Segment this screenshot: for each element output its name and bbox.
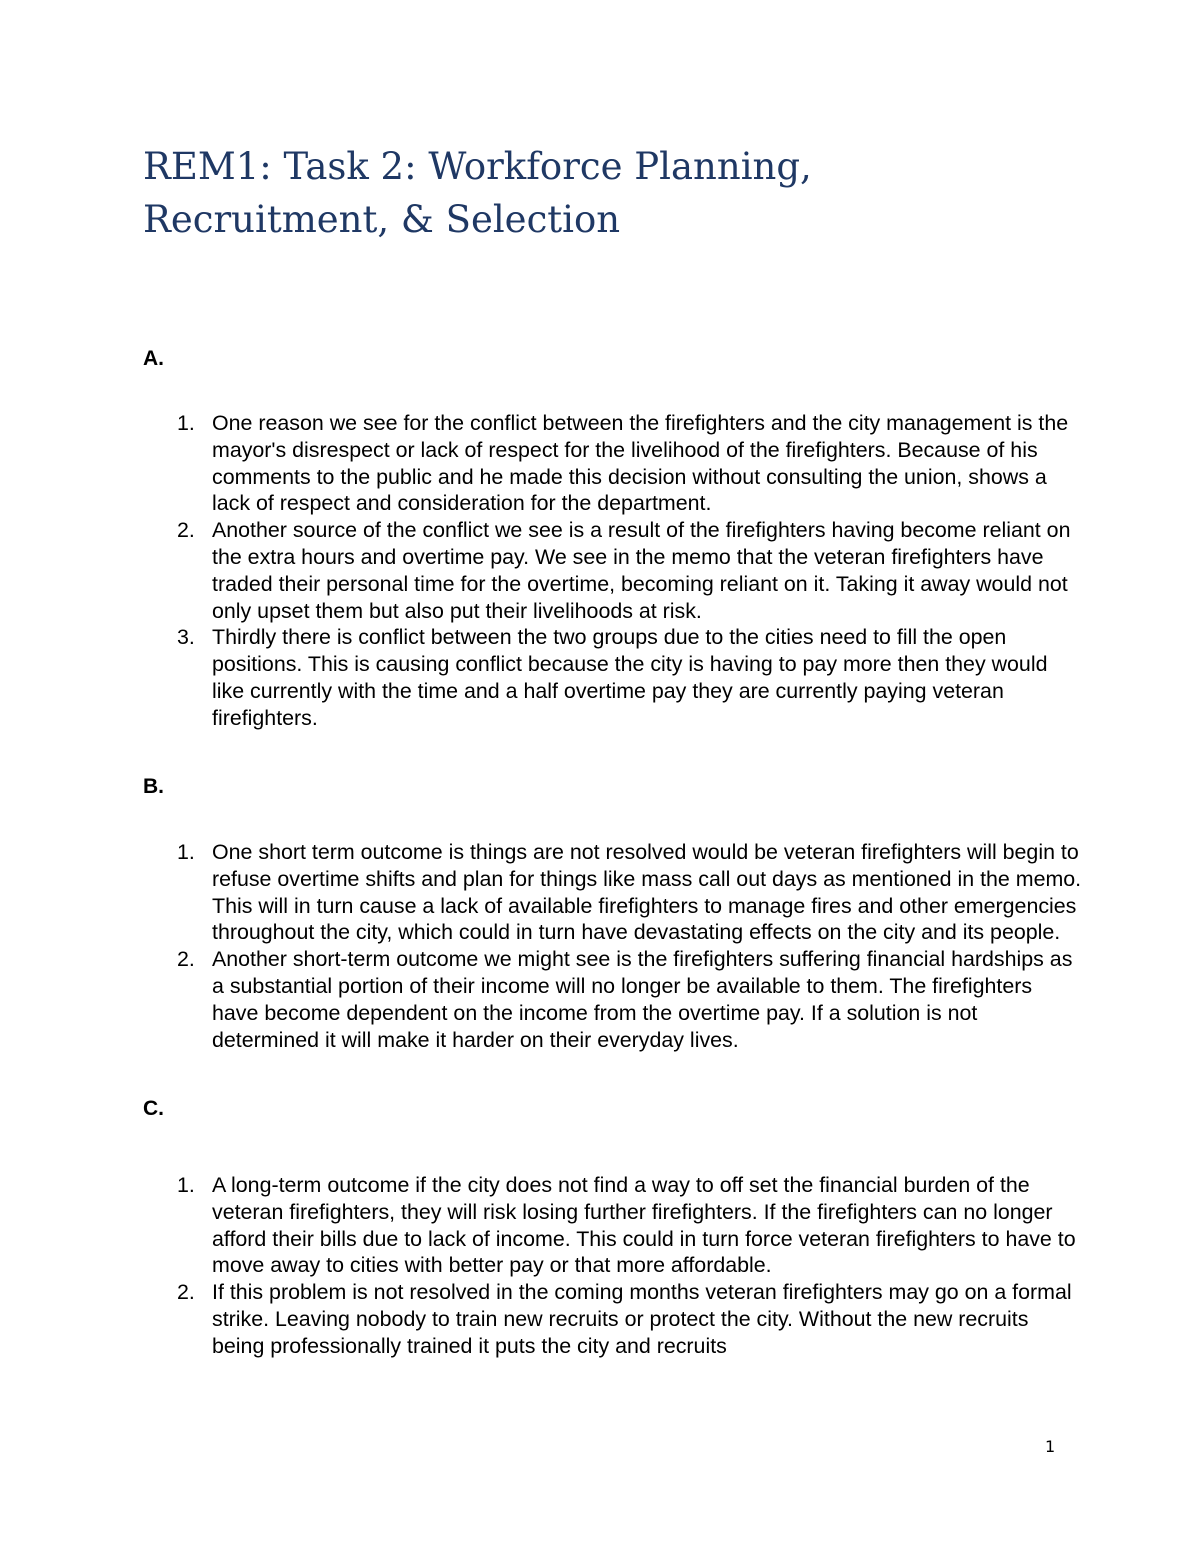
list-item-text: One short term outcome is things are not resolved would be veteran firefighters will begin to refuse overtime shifts and plan for things like mass call out days as mentioned in the memo. This will in turn cause a lack of available firefighters to manage fires and other emergencies throughout the city, which could in turn have devastating effects on the city and its people.: [212, 840, 1082, 945]
list-item: [143, 1279, 1083, 1359]
section-c-list: [143, 1172, 1083, 1360]
document-title: REM1: Task 2: Workforce Planning, Recruitment, & Selection: [143, 145, 812, 241]
section-b-label: B.: [143, 775, 164, 798]
list-item-number: 1.: [177, 840, 195, 864]
list-item-text: A long-term outcome if the city does not find a way to off set the financial burden of the veteran firefighters, they will risk losing further firefighters. If the firefighters can no longer afford their bills due to lack of income. This could in turn force veteran firefighters to have to move away to cities with better pay or that more affordable.: [212, 1173, 1076, 1278]
list-item: [143, 517, 1083, 624]
list-item-text: One reason we see for the conflict between the firefighters and the city management is the mayor's disrespect or lack of respect for the livelihood of the firefighters. Because of his comments to the public and he made this decision without consulting the union, shows a lack of respect and consideration for the department.: [212, 411, 1069, 516]
list-item-text: Another short-term outcome we might see is the firefighters suffering financial hardships as a substantial portion of their income will no longer be available to them. The firefighters have become dependent on the income from the overtime pay. If a solution is not determined it will make it harder on their everyday lives.: [212, 947, 1073, 1052]
list-item: [143, 1172, 1083, 1279]
list-item-text: Thirdly there is conflict between the two groups due to the cities need to fill the open positions. This is causing conflict because the city is having to pay more then they would like currently with the time and a half overtime pay they are currently paying veteran firefighters.: [212, 625, 1048, 730]
list-item: [143, 839, 1083, 946]
list-item-number: 1.: [177, 1173, 195, 1197]
list-item-number: 2.: [177, 518, 195, 543]
list-item-number: 2.: [177, 1280, 195, 1305]
list-item: [143, 410, 1083, 517]
section-a-list: [143, 410, 1083, 732]
list-item-text: If this problem is not resolved in the coming months veteran firefighters may go on a formal strike. Leaving nobody to train new recruits or protect the city. Without the new recruits being professionally trained it puts the city and recruits: [212, 1280, 1072, 1358]
page-number: 1: [1045, 1437, 1056, 1456]
section-b-list: [143, 839, 1083, 1053]
list-item-text: Another source of the conflict we see is a result of the firefighters having become reliant on the extra hours and overtime pay. We see in the memo that the veteran firefighters have traded their personal time for the overtime, becoming reliant on it. Taking it away would not only upset them but also put their livelihoods at risk.: [212, 518, 1071, 623]
section-c-label: C.: [143, 1097, 164, 1120]
section-a-label: A.: [143, 347, 164, 370]
list-item-number: 1.: [177, 411, 195, 435]
list-item-number: 3.: [177, 625, 195, 650]
list-item: [143, 946, 1083, 1053]
list-item-number: 2.: [177, 947, 195, 972]
list-item: [143, 624, 1083, 731]
